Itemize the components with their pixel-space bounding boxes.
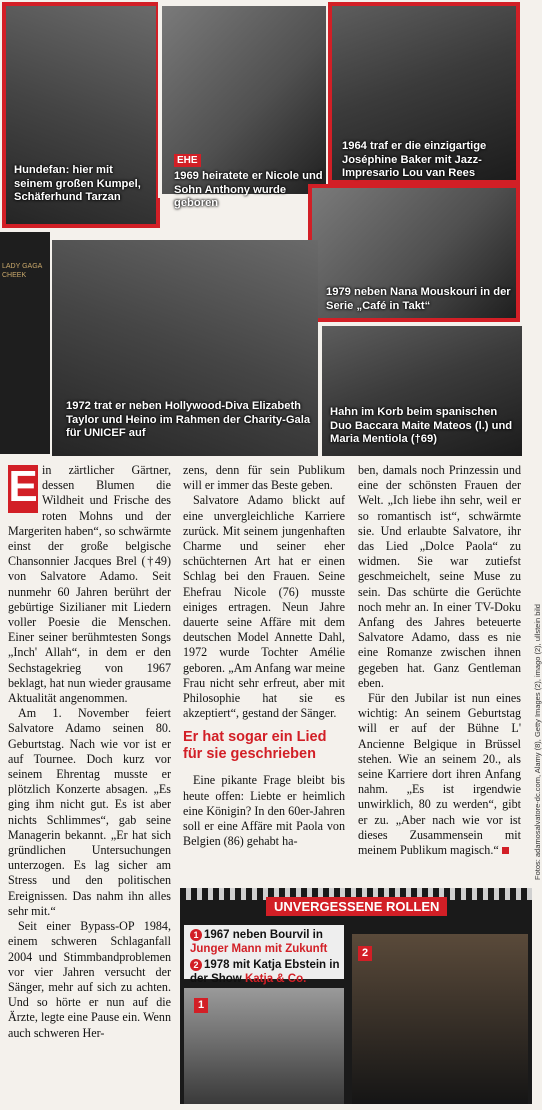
caption-taylor: 1972 trat er neben Hollywood-Diva Elizabeth Taylor und Heino im Rahmen der Charity-Gala für UNICEF auf: [66, 400, 311, 439]
roles-title: UNVERGESSENE ROLLEN: [266, 897, 447, 916]
photo-baccara: [322, 326, 522, 456]
photo-record-cover: [0, 232, 50, 454]
photo-badge-2: 2: [358, 946, 372, 961]
caption-baccara: Hahn im Korb beim spanischen Duo Baccara Maite Mateos (l.) und Maria Mentiola (†69): [330, 406, 513, 445]
record-label: LADY GAGA CHEEK: [2, 263, 42, 279]
article-column-3: [358, 463, 521, 858]
role-1: 1 1967 neben Bourvil in Junger Mann mit Zukunft: [190, 929, 328, 955]
photo-baker: [328, 2, 520, 184]
paragraph: Für den Jubilar ist nun eines wichtig: An seinem Geburtstag will er auf der Bühne L' Ancienne Belgique in Brüssel stehen. Wie an seinem 20., als seine Karriere dort ihren Anfang nahm. „Es ist irgendwie unwirklich, 80 zu werden“, gibt er zu. „Aber nach wie vor ist dieses Zusammensein mit meinem Publikum magisch.“: [358, 691, 521, 858]
photo-badge-1: 1: [194, 998, 208, 1013]
caption-dog: Hundefan: hier mit seinem großen Kumpel, Schäferhund Tarzan: [14, 164, 141, 203]
ehe-badge: EHE: [174, 154, 201, 167]
photo-katja: [352, 934, 528, 1104]
paragraph: ben, damals noch Prinzessin und eine der schönsten Frauen der Welt. „Ich liebe ihn sehr, weil er so romantisch ist“, schwärmte sie. Und erlaubte Salvatore, ihr das Lied „Dolce Paola“ zu widmen. Sie war zutiefst geschmeichelt, seine Muse zu sein. Das schürte die Gerüchte noch mehr an. In einer TV-Doku Anfang des Jahres beteuerte Salvatore Adamo, dass es nie eine Romanze zwischen ihnen gegeben hat. Ganz Gentleman eben.: [358, 463, 521, 690]
article-column-2: [183, 463, 345, 849]
subheadline: Er hat sogar ein Lied für sie geschrieben: [183, 729, 327, 763]
paragraph: Seit einer Bypass-OP 1984, einem schweren Schlaganfall 2004 und Stimmbandproblemen vor vier Jahren versucht der Sänger, mehr auf sich zu achten. Und so hörte er nun auf die Ärzte, legte eine Pause ein. Wenn auch schweren Her-: [8, 919, 171, 1040]
caption-wedding: 1969 heiratete er Nicole und Sohn Anthony wurde geboren: [174, 170, 323, 209]
role-1-film: Junger Mann mit Zukunft: [190, 943, 328, 955]
paragraph: Am 1. November feiert Salvatore Adamo seinen 80. Geburtstag. Nach wie vor ist er auf Tournee. Doch kurz vor seinem Ehrentag musste er plötzlich Konzerte absagen. „Es ging ihm nicht gut. Es ist aber nichts Schlimmes“, gab seine Managerin bekannt. „Er hat sich gründlichen Untersuchungen unterzogen. Es lag sicher am Stress und den politischen Ereignissen. Das nahm ihn alles sehr mit.“: [8, 706, 171, 918]
photo-dog: [2, 2, 160, 228]
role-2-film: Katja & Co.: [244, 973, 307, 985]
photo-taylor: [52, 240, 318, 456]
drop-cap: E: [8, 462, 38, 511]
caption-baker: 1964 traf er die einzigartige Joséphine Baker mit Jazz-Impresario Lou van Rees: [342, 140, 487, 179]
role-2: 2 1978 mit Katja Ebstein in der Show Katja & Co.: [190, 959, 340, 985]
paragraph: Salvatore Adamo blickt auf eine unvergleichliche Karriere zurück. Mit seinem jungenhaften Charme und seiner eher schüchternen Art hat er einen Schlag bei den Frauen. Seine Ehefrau Nicole (76) musste einiges ertragen. Neun Jahre dauerte seine Affäre mit dem deutschen Model Annette Dahl, 1972 wurde Tochter Amélie geboren. „Am Anfang war meine Frau nicht sehr erfreut, aber mit Philosophie hat sie es akzeptiert“, gestand der Sänger.: [183, 493, 345, 721]
photo-bourvil: [184, 988, 344, 1104]
paragraph: E in zärtlicher Gärtner, dessen Blumen die Wildheit und Frische des roten Mohns und der Margeriten haben“, so schwärmte einst der große belgische Chansonnier Jacques Brel (†49) von Salvatore Adamo. Seit nunmehr 60 Jahren berührt der gebürtige Sizilianer mit Liedern voller Poesie die Menschen. Einer seiner berühmtesten Songs „Inch' Allah“, in dem er den Sechstagekrieg von 1967 beklagt, hat nun wieder grausame Aktualität angenommen.: [8, 462, 171, 706]
article-column-1: [8, 463, 171, 1041]
paragraph: Eine pikante Frage bleibt bis heute offen: Liebte er heimlich eine Königin? In den 60er-Jahren soll er eine Affäre mit Paola von Belgien (86) gehabt ha-: [183, 773, 345, 849]
roles-box: [180, 888, 532, 1104]
end-mark: [502, 847, 509, 854]
photo-wedding: [158, 2, 330, 209]
paragraph: zens, denn für sein Publikum will er immer das Beste geben.: [183, 463, 345, 493]
photo-mouskouri: [308, 184, 520, 322]
photo-credit: Fotos: adamosalvatore-dc.com, Alamy (8), Getty Images (2), imago (2), ullstein bild: [533, 604, 542, 880]
caption-mouskouri: 1979 neben Nana Mouskouri in der Serie „Café in Takt“: [326, 286, 511, 312]
